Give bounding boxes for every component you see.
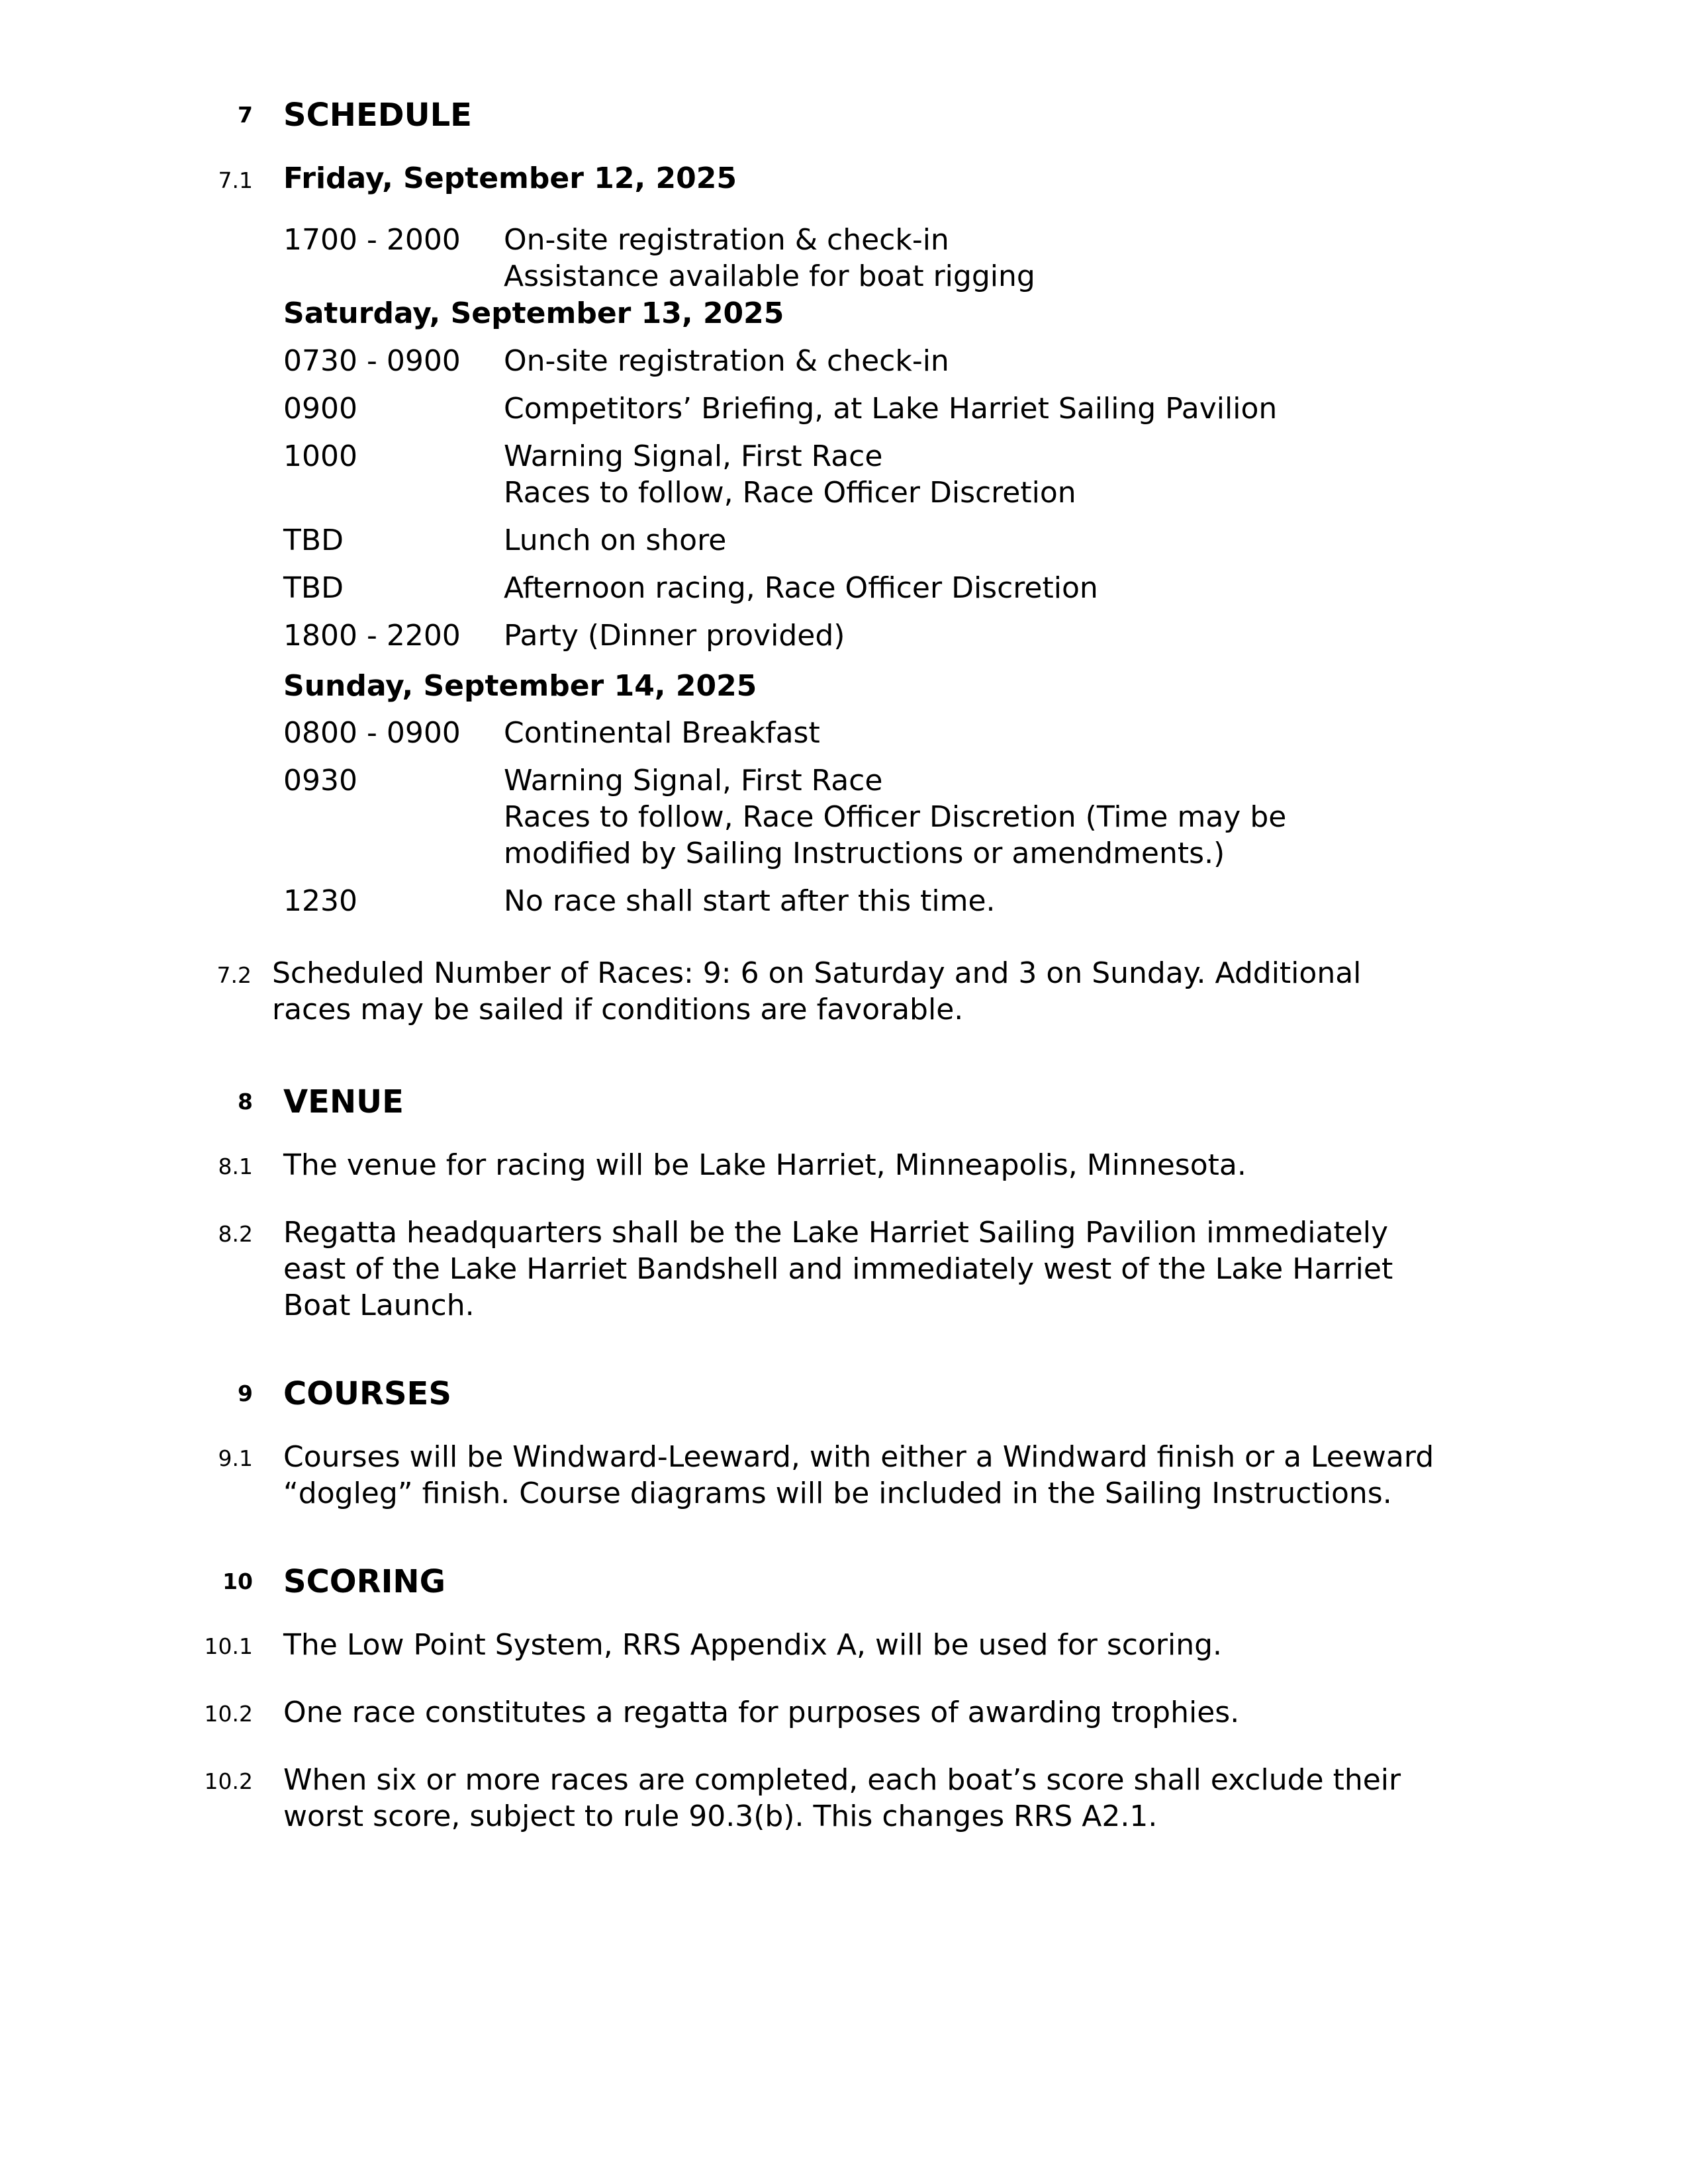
schedule-description: Warning Signal, First Race Races to follow, Race Officer Discretion (Time may be modified by Sailing Instructions or amendments.) <box>504 764 1287 870</box>
schedule-day-sunday: Sunday, September 14, 2025 <box>283 669 757 703</box>
section-title-courses: COURSES <box>283 1375 451 1412</box>
paragraph-number: 10.2 <box>204 1701 253 1727</box>
schedule-time: 1700 - 2000 <box>283 223 461 257</box>
schedule-time: 0730 - 0900 <box>283 344 461 378</box>
paragraph-number: 8.2 <box>218 1221 253 1247</box>
schedule-time: TBD <box>283 523 344 557</box>
schedule-description: Continental Breakfast <box>504 716 820 750</box>
paragraph-number: 10.2 <box>204 1768 253 1794</box>
section-number: 10 <box>222 1569 253 1594</box>
paragraph-number: 7.1 <box>218 167 253 193</box>
paragraph-number: 9.1 <box>218 1445 253 1471</box>
schedule-time: 1800 - 2200 <box>283 619 461 653</box>
section-title-venue: VENUE <box>283 1083 404 1120</box>
paragraph-number: 8.1 <box>218 1154 253 1179</box>
paragraph-text: When six or more races are completed, each boat’s score shall exclude their worst score, subject to rule 90.3(b). This changes RRS A2.1. <box>283 1763 1401 1833</box>
schedule-time: 0800 - 0900 <box>283 716 461 750</box>
schedule-description: Party (Dinner provided) <box>504 619 845 653</box>
schedule-time: 0930 <box>283 764 357 797</box>
schedule-description: On-site registration & check-in Assistance available for boat rigging <box>504 223 1035 293</box>
paragraph-text: Courses will be Windward-Leeward, with either a Windward finish or a Leeward “dogleg” finish. Course diagrams will be included in the Sailing Instructions. <box>283 1440 1434 1510</box>
schedule-description: Competitors’ Briefing, at Lake Harriet Sailing Pavilion <box>504 392 1278 426</box>
section-number: 9 <box>238 1381 253 1406</box>
paragraph-text: Scheduled Number of Races: 9: 6 on Saturday and 3 on Sunday. Additional races may be sailed if conditions are favorable. <box>272 956 1362 1026</box>
section-title-schedule: SCHEDULE <box>283 97 472 134</box>
schedule-description: Lunch on shore <box>504 523 727 557</box>
schedule-description: Warning Signal, First Race Races to follow, Race Officer Discretion <box>504 439 1076 510</box>
schedule-time: 1000 <box>283 439 357 473</box>
schedule-day-saturday: Saturday, September 13, 2025 <box>283 296 784 330</box>
schedule-day-friday: Friday, September 12, 2025 <box>283 161 737 195</box>
schedule-description: On-site registration & check-in <box>504 344 949 378</box>
section-number: 7 <box>238 102 253 128</box>
paragraph-text: The Low Point System, RRS Appendix A, will be used for scoring. <box>283 1628 1223 1662</box>
paragraph-text: Regatta headquarters shall be the Lake Harriet Sailing Pavilion immediately east of the Lake Harriet Bandshell and immediately west of the Lake Harriet Boat Launch. <box>283 1216 1393 1322</box>
section-title-scoring: SCORING <box>283 1563 445 1600</box>
schedule-time: TBD <box>283 571 344 605</box>
schedule-time: 1230 <box>283 884 357 918</box>
schedule-time: 0900 <box>283 392 357 426</box>
paragraph-number: 10.1 <box>204 1633 253 1659</box>
paragraph-text: One race constitutes a regatta for purposes of awarding trophies. <box>283 1696 1240 1729</box>
schedule-description: Afternoon racing, Race Officer Discretion <box>504 571 1098 605</box>
paragraph-number: 7.2 <box>216 962 252 988</box>
paragraph-text: The venue for racing will be Lake Harriet, Minneapolis, Minnesota. <box>283 1148 1246 1182</box>
section-number: 8 <box>238 1089 253 1115</box>
schedule-description: No race shall start after this time. <box>504 884 996 918</box>
